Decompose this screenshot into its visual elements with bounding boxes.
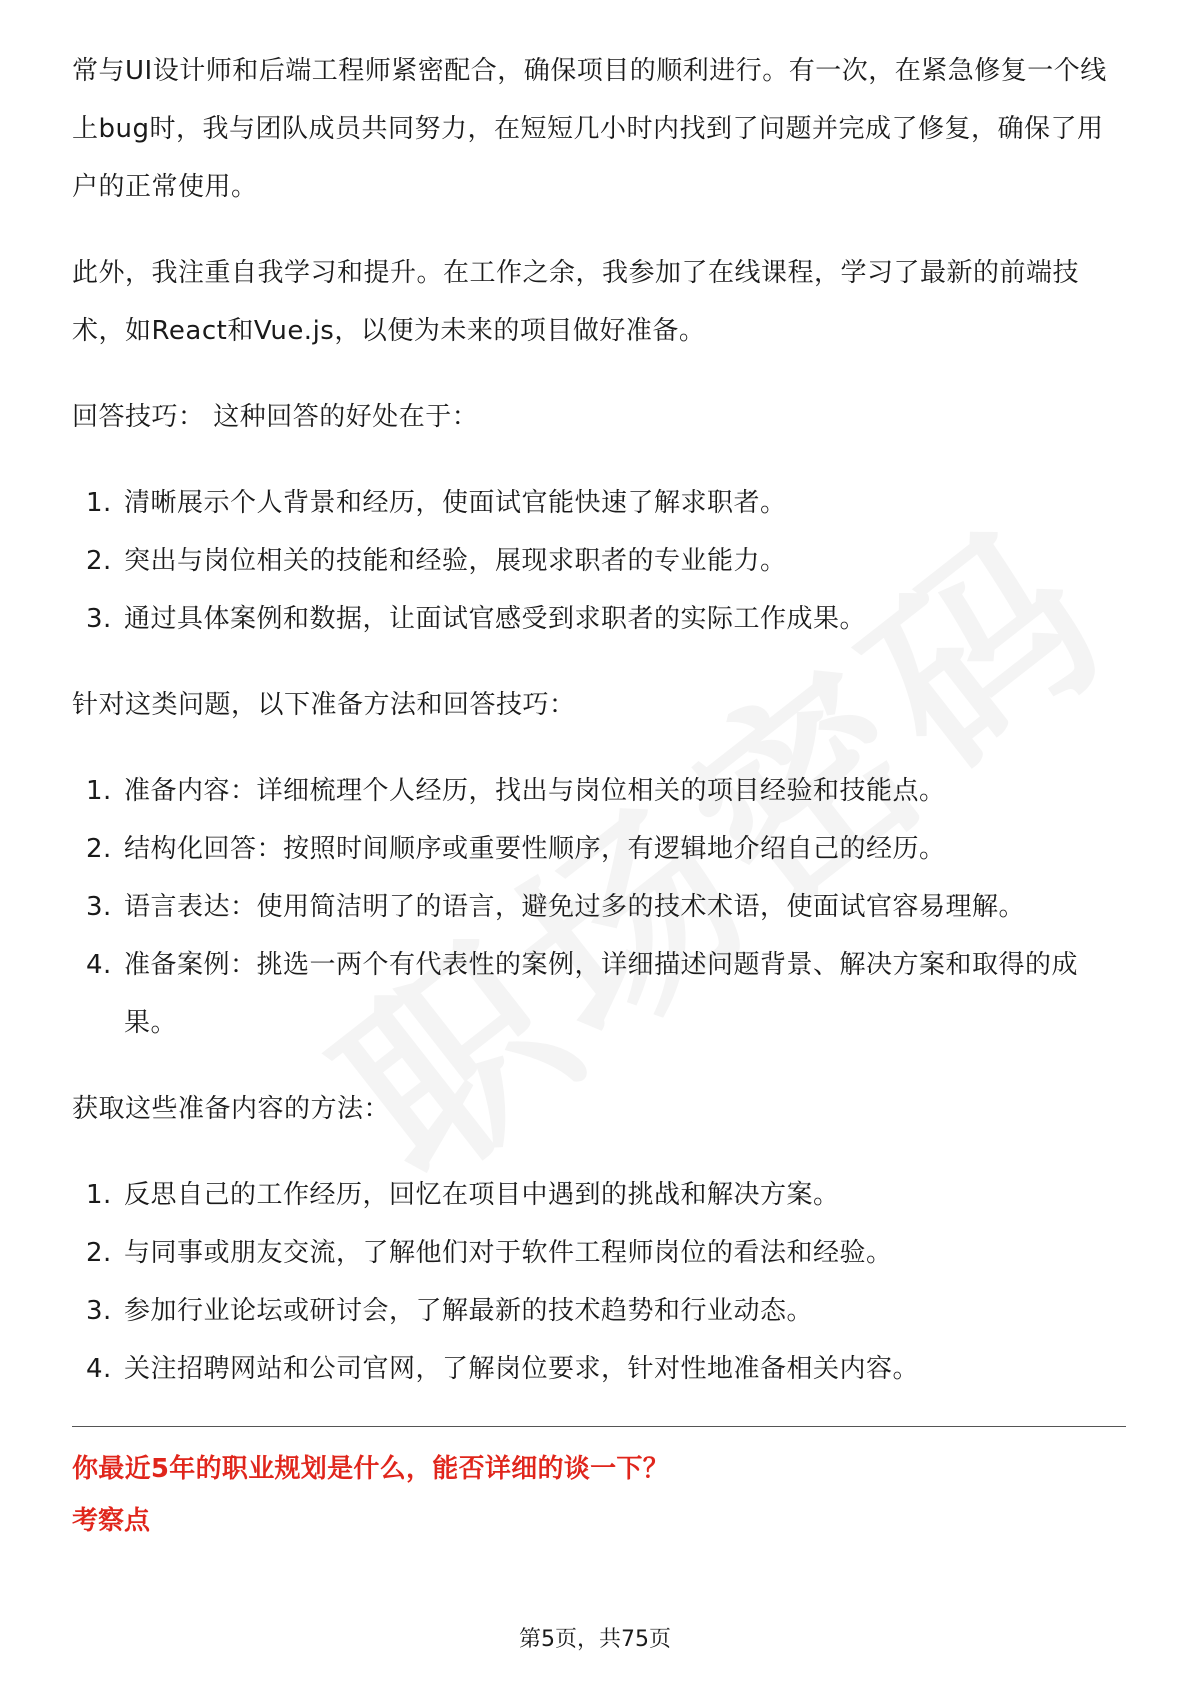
list-item [72, 820, 1126, 878]
list-number: 3. [86, 604, 112, 634]
list-number: 1. [86, 776, 112, 806]
list-item [72, 762, 1126, 820]
list-text: 关注招聘网站和公司官网，了解岗位要求，针对性地准备相关内容。 [124, 1354, 920, 1384]
list-text: 通过具体案例和数据，让面试官感受到求职者的实际工作成果。 [124, 604, 867, 634]
list-number: 4. [86, 950, 112, 980]
list-item [72, 1166, 1126, 1224]
intro-paragraph-1: 常与UI设计师和后端工程师紧密配合，确保项目的顺利进行。有一次，在紧急修复一个线上bug时，我与团队成员共同努力，在短短几小时内找到了问题并完成了修复，确保了用户的正常使用。 [72, 56, 1107, 202]
list-item [72, 590, 1126, 648]
prep-heading: 针对这类问题，以下准备方法和回答技巧： [72, 690, 576, 720]
list-text: 准备内容：详细梳理个人经历，找出与岗位相关的项目经验和技能点。 [124, 776, 946, 806]
list-text: 反思自己的工作经历，回忆在项目中遇到的挑战和解决方案。 [124, 1180, 840, 1210]
list-item [72, 936, 1126, 1052]
document-body [72, 42, 1126, 1547]
next-question-subheading: 考察点 [72, 1506, 151, 1536]
list-number: 4. [86, 1354, 112, 1384]
tips-list [72, 474, 1126, 648]
methods-heading: 获取这些准备内容的方法： [72, 1094, 391, 1124]
list-number: 2. [86, 1238, 112, 1268]
page-footer: 第5页，共75页 [519, 1627, 671, 1652]
list-number: 3. [86, 1296, 112, 1326]
list-text: 结构化回答：按照时间顺序或重要性顺序，有逻辑地介绍自己的经历。 [124, 834, 946, 864]
list-text: 参加行业论坛或研讨会，了解最新的技术趋势和行业动态。 [124, 1296, 814, 1326]
next-question-heading: 你最近5年的职业规划是什么，能否详细的谈一下？ [72, 1454, 669, 1484]
list-text: 与同事或朋友交流，了解他们对于软件工程师岗位的看法和经验。 [124, 1238, 893, 1268]
list-item [72, 532, 1126, 590]
section-divider [72, 1426, 1126, 1427]
list-item [72, 1282, 1126, 1340]
tips-heading: 回答技巧： 这种回答的好处在于： [72, 402, 479, 432]
list-text: 清晰展示个人背景和经历，使面试官能快速了解求职者。 [124, 488, 787, 518]
methods-list [72, 1166, 1126, 1398]
list-text: 准备案例：挑选一两个有代表性的案例，详细描述问题背景、解决方案和取得的成果。 [124, 950, 1079, 1038]
list-item [72, 878, 1126, 936]
list-item [72, 474, 1126, 532]
list-number: 2. [86, 546, 112, 576]
list-number: 2. [86, 834, 112, 864]
list-text: 突出与岗位相关的技能和经验，展现求职者的专业能力。 [124, 546, 787, 576]
intro-paragraph-2: 此外，我注重自我学习和提升。在工作之余，我参加了在线课程，学习了最新的前端技术，如React和Vue.js，以便为未来的项目做好准备。 [72, 258, 1080, 346]
list-item [72, 1340, 1126, 1398]
list-number: 1. [86, 488, 112, 518]
list-number: 1. [86, 1180, 112, 1210]
list-text: 语言表达：使用简洁明了的语言，避免过多的技术术语，使面试官容易理解。 [124, 892, 1026, 922]
prep-list [72, 762, 1126, 1052]
list-number: 3. [86, 892, 112, 922]
list-item [72, 1224, 1126, 1282]
